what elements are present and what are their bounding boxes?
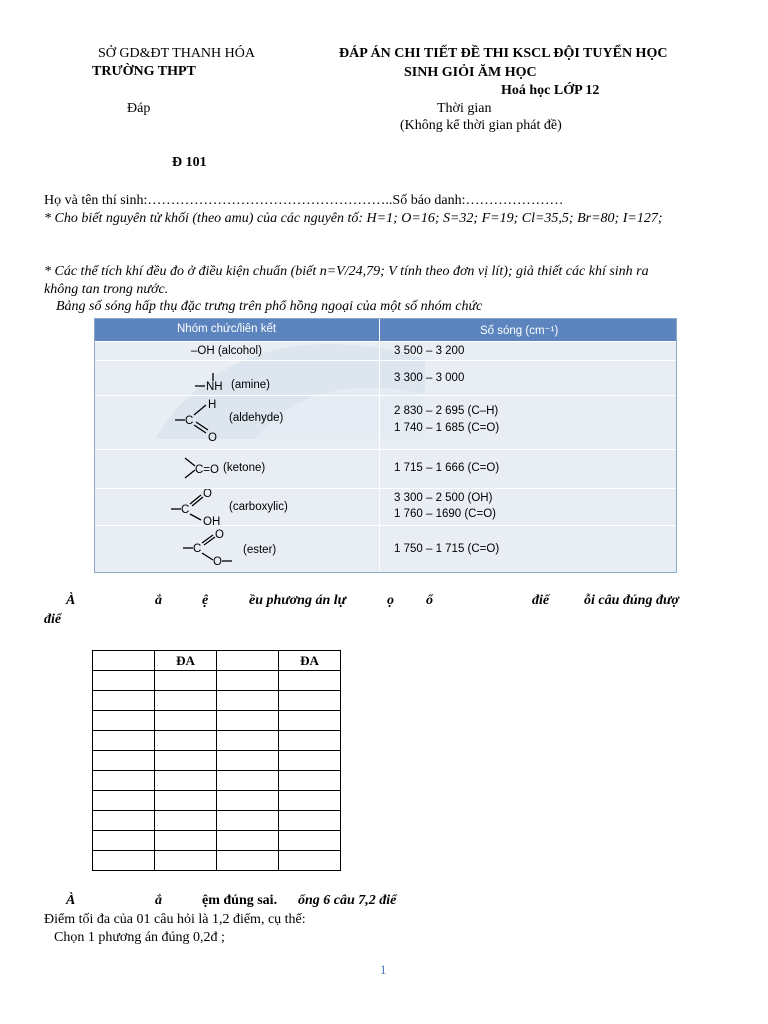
answer-cell[interactable] [155,771,217,791]
svg-text:OH: OH [203,516,221,526]
ir-row-amine [95,360,676,396]
svg-text:C: C [181,504,190,516]
answer-table-header-cell [93,651,155,671]
part1-heading-frag-3: ệ [202,593,209,608]
answer-cell[interactable] [217,731,279,751]
answer-table-row [93,791,341,811]
answer-cell[interactable] [217,771,279,791]
answer-cell[interactable] [155,691,217,711]
answer-table-row [93,691,341,711]
svg-text:C=O: C=O [195,464,219,476]
group-ketone: (ketone) [223,462,266,474]
col-header-wavenumber: Số sóng (cm⁻¹) [480,325,559,337]
group-alcohol: –OH (alcohol) [191,345,262,357]
answer-cell[interactable] [155,671,217,691]
answer-cell[interactable] [279,691,341,711]
answer-cell[interactable] [93,751,155,771]
svg-text:O: O [213,556,222,568]
answer-cell[interactable] [155,711,217,731]
group-aldehyde: (aldehyde) [229,412,284,424]
answer-cell[interactable] [93,851,155,871]
answer-cell[interactable] [155,791,217,811]
part1-heading-frag-7: điể [532,593,550,608]
svg-text:O: O [215,529,224,541]
group-carboxylic: (carboxylic) [229,501,288,513]
answer-cell[interactable] [155,851,217,871]
answer-cell[interactable] [217,831,279,851]
answer-table-row [93,731,341,751]
gas-note-line2: không tan trong nước. [44,282,169,297]
part2-heading-frag-3: ệm đúng sai. [202,893,278,908]
page-number: 1 [380,962,387,977]
candidate-line: Họ và tên thí sinh:……………………………………………..Số báo danh:………………… [44,193,564,208]
atomic-masses-note: * Cho biết nguyên tử khối (theo amu) của các nguyên tố: H=1; O=16; S=32; F=19; Cl=35,5; Br=80; I=127; [44,211,663,226]
part2-heading-frag-2: ắ [155,893,162,908]
answer-cell[interactable] [217,671,279,691]
part1-heading-frag-5: ọ [387,593,394,608]
doc-title-line2: SINH GIỎI ĂM HỌC [404,65,537,80]
answer-table-header-row [93,651,341,671]
ir-table-header [95,319,676,341]
answer-cell[interactable] [279,731,341,751]
answer-table-row [93,831,341,851]
part1-heading-frag-4: ều phương án lự [249,593,347,608]
answer-cell[interactable] [93,791,155,811]
wave-carboxylic-co: 1 760 – 1690 (C=O) [394,508,496,520]
group-ester: (ester) [243,544,277,556]
answer-label: Đáp [127,101,151,116]
answer-table-row [93,851,341,871]
wave-amine: 3 300 – 3 000 [394,372,465,384]
answer-table-header-cell: ĐA [279,651,341,671]
answer-cell[interactable] [93,711,155,731]
wave-alcohol: 3 500 – 3 200 [394,345,465,357]
doc-title-line1: ĐÁP ÁN CHI TIẾT ĐỀ THI KSCL ĐỘI TUYỂN HỌC [339,46,668,61]
answer-cell[interactable] [93,771,155,791]
part1-heading-frag-8: ỗi câu đúng đượ [584,593,679,608]
ir-row-alcohol [95,341,676,361]
wave-aldehyde-co: 1 740 – 1 685 (C=O) [394,422,500,434]
ir-row-ester [95,525,676,573]
svg-text:C: C [185,415,194,427]
answer-cell[interactable] [279,671,341,691]
answer-cell[interactable] [155,831,217,851]
part2-heading-frag-1: À [66,893,76,908]
answer-cell[interactable] [217,711,279,731]
subject-line: Hoá học LỚP 12 [501,83,600,98]
answer-cell[interactable] [93,691,155,711]
answer-cell[interactable] [279,711,341,731]
part1-heading-line2: điể [44,612,62,627]
answer-table-row [93,811,341,831]
time-label: Thời gian [437,101,492,116]
wave-ketone: 1 715 – 1 666 (C=O) [394,462,500,474]
answer-cell[interactable] [217,811,279,831]
ir-table-caption: Bảng số sóng hấp thụ đặc trưng trên phổ hồng ngoại của một số nhóm chức [56,299,483,314]
svg-text:H: H [208,399,217,411]
school-name: TRƯỜNG THPT [92,64,196,79]
answer-cell[interactable] [279,831,341,851]
answer-cell[interactable] [279,851,341,871]
answer-table-header-cell [217,651,279,671]
wave-carboxylic-oh: 3 300 – 2 500 (OH) [394,492,493,504]
answer-cell[interactable] [217,751,279,771]
answer-cell[interactable] [155,731,217,751]
exam-code: Đ 101 [172,155,207,170]
svg-text:O: O [203,489,212,500]
answer-table-row [93,751,341,771]
part2-rule-line: Chọn 1 phương án đúng 0,2đ ; [54,930,225,945]
answer-table-header-cell: ĐA [155,651,217,671]
answer-cell[interactable] [279,751,341,771]
part2-score-line: Điểm tối đa của 01 câu hỏi là 1,2 điểm, cụ thể: [44,912,306,927]
answer-table-row [93,771,341,791]
part1-heading-frag-1: À [66,593,76,608]
part1-heading-frag-2: ắ [155,593,162,608]
svg-text:C: C [193,543,202,555]
answer-cell[interactable] [279,811,341,831]
svg-text:O: O [208,432,217,444]
answer-table-row [93,711,341,731]
answer-cell[interactable] [93,831,155,851]
answer-cell[interactable] [217,851,279,871]
gas-note-line1: * Các thể tích khí đều đo ở điều kiện chuẩn (biết n=V/24,79; V tính theo đơn vị lít); giả thiết các khí sinh ra [44,264,649,279]
answer-cell[interactable] [217,691,279,711]
answer-cell[interactable] [93,671,155,691]
group-amine: (amine) [231,379,270,391]
svg-text:NH: NH [206,381,223,393]
dept-name: SỞ GD&ĐT THANH HÓA [98,46,255,61]
answer-cell[interactable] [155,811,217,831]
ir-row-ketone [95,449,676,489]
answer-cell[interactable] [155,751,217,771]
wave-ester: 1 750 – 1 715 (C=O) [394,543,500,555]
answer-cell[interactable] [93,731,155,751]
answer-table-row [93,671,341,691]
col-header-group: Nhóm chức/liên kết [177,323,277,335]
time-note: (Không kể thời gian phát đề) [400,118,562,133]
ester-structure-icon [95,526,379,573]
wave-aldehyde-ch: 2 830 – 2 695 (C–H) [394,405,499,417]
answer-cell[interactable] [279,771,341,791]
answer-cell[interactable] [279,791,341,811]
ir-row-aldehyde [95,395,676,450]
answer-cell[interactable] [217,791,279,811]
ir-absorption-table [94,318,677,573]
ir-row-carboxylic [95,488,676,526]
part1-heading-frag-6: ổ [426,593,433,608]
answer-table [92,650,341,871]
answer-cell[interactable] [93,811,155,831]
part2-heading-frag-4: ổng 6 câu 7,2 điể [298,893,397,908]
